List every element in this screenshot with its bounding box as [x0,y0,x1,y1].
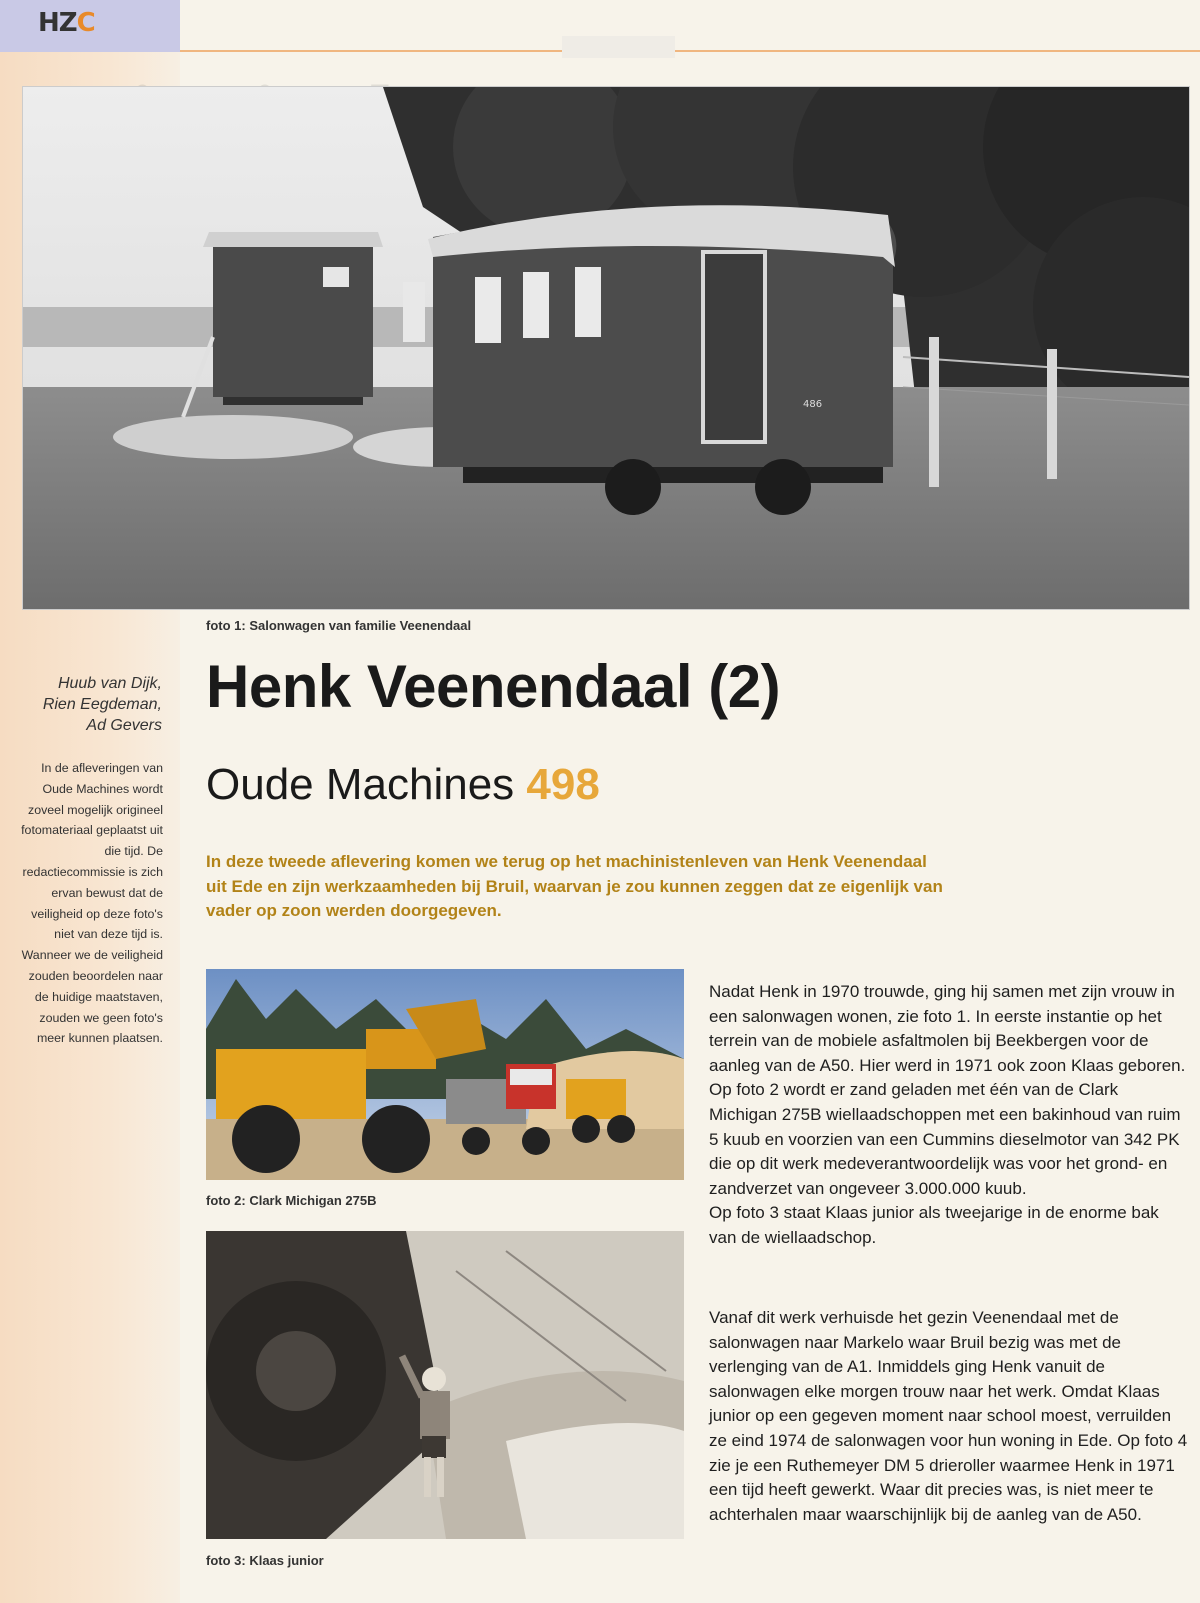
ghost-tab [562,36,675,58]
article-body-part2 [709,1306,1189,1527]
body-paragraph: Op foto 3 staat Klaas junior als tweejarige in de enorme bak van de wiellaadschop. [709,1203,1159,1247]
header-rule [180,50,1200,52]
photo3-caption: foto 3: Klaas junior [206,1553,324,1568]
article-lead: In deze tweede aflevering komen we terug op het machinistenleven van Henk Veenendaal uit Ede en zijn werkzaamheden bij Bruil, waarvan je zou kunnen zeggen dat ze eigenlijk van vader op zoon werden doorgegeven. [206,852,943,920]
article-body-part1 [709,980,1189,1251]
wheel-loader-illustration [206,969,684,1180]
author-name: Huub van Dijk, [57,675,162,692]
article-title: Henk Veenendaal (2) [206,653,781,720]
logo-gear-letter: C [76,8,95,38]
hzc-logo [38,8,95,38]
caravan-number: 486 [803,399,823,410]
body-paragraph: Vanaf dit werk verhuisde het gezin Veenendaal met de salonwagen naar Markelo waar Bruil bezig was met de verlenging van de A1. Inmiddels ging Henk vanuit de salonwagen elke morgen trouw naar het werk. Omdat Klaas junior op een gegeven moment naar school moest, verruilden ze eind 1974 de salonwagen voor hun woning in Ede. Op foto 4 zie je een Ruthemeyer DM 5 drieroller waarmee Henk in 1971 een tijd heeft gewerkt. Waar dit precies was, is niet meer te achterhalen maar waarschijnlijk bij de aanleg van de A50. [709,1308,1188,1524]
series-label: Oude Machines [206,760,515,809]
salonwagen-illustration [23,87,1189,609]
body-paragraph: Nadat Henk in 1970 trouwde, ging hij samen met zijn vrouw in een salonwagen wonen, zie foto 1. In eerste instantie op het terrein van de mobiele asfaltmolen bij Beekbergen voor de aanleg van de A50. Hier werd in 1971 ook zoon Klaas geboren. Op foto 2 wordt er zand geladen met één van de Clark Michigan 275B wiellaadschoppen met een bakinhoud van ruim 5 kuub en voorzien van een Cummins dieselmotor van 342 PK die op dit werk medeverantwoordelijk was voor het grond- en zandverzet van ongeveer 3.000.000 kuub. [709,982,1186,1198]
photo-klaas-junior [206,1231,684,1539]
logo-text: HZ [38,8,77,38]
photo2-caption: foto 2: Clark Michigan 275B [206,1193,377,1208]
author-name: Ad Gevers [86,717,162,734]
photo-clark-michigan [206,969,684,1180]
sidebar-note: In de afleveringen van Oude Machines wordt zoveel mogelijk origineel fotomateriaal geplaatst uit die tijd. De redactiecommissie is zich ervan bewust dat de veiligheid op deze foto's niet van deze tijd is. Wanneer we de veiligheid zouden beoordelen naar de huidige maatstaven, zouden we geen foto's meer kunnen plaatsen. [21,761,163,1046]
photo-salonwagen [22,86,1190,610]
photo1-caption: foto 1: Salonwagen van familie Veenendaal [206,618,472,633]
series-subtitle [206,758,600,812]
child-in-bucket-illustration [206,1231,684,1539]
author-name: Rien Eegdeman, [42,696,162,713]
series-number: 498 [526,760,600,809]
authors [20,673,162,736]
